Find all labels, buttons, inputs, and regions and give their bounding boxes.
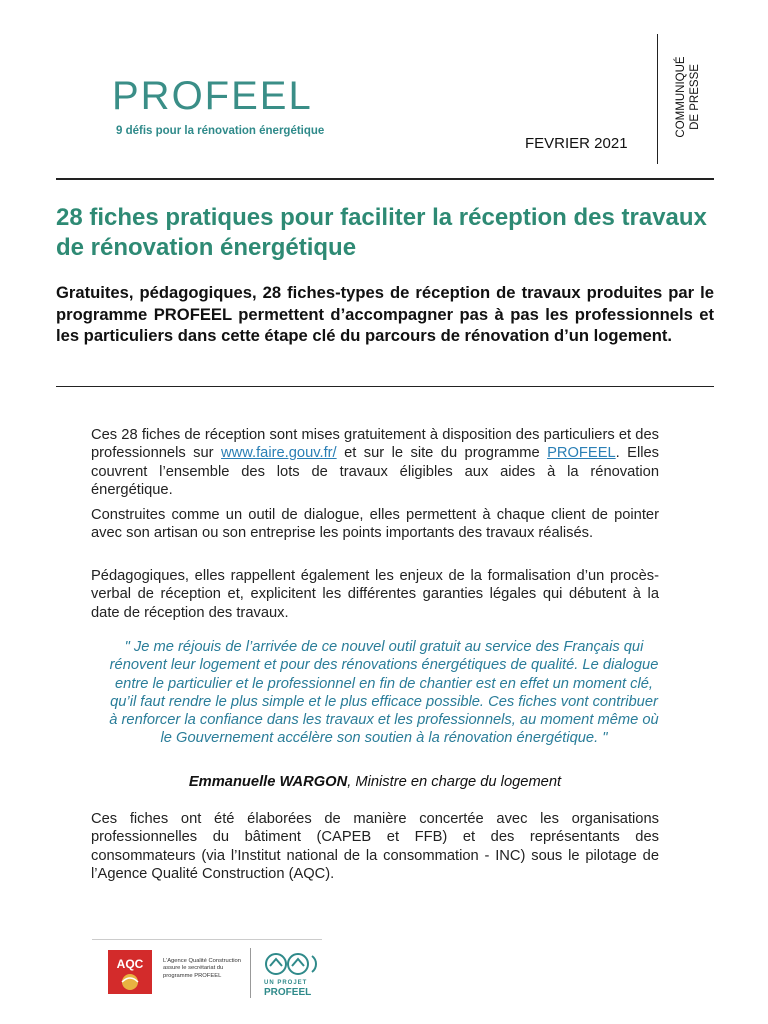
p1-text-middle: et sur le site du programme: [336, 445, 548, 462]
page-title: 28 fiches pratiques pour faciliter la réception des travaux de rénovation énergétique: [56, 204, 707, 261]
un-projet-label: UN PROJET: [264, 980, 308, 986]
quote-attribution: [91, 774, 659, 790]
body-paragraph-2: Construites comme un outil de dialogue, elles permettent à chaque client de pointer avec son artisan ou son entreprise les points importants des travaux réalisés.: [91, 507, 659, 542]
faire-gouv-link[interactable]: www.faire.gouv.fr/: [221, 445, 337, 462]
lead-paragraph: Gratuites, pédagogiques, 28 fiches-types de réception de travaux produites par le programme PROFEEL permettent d’accompagner pas à pas les professionnels et les particuliers dans cette étape clé du parcours de rénovation d’un logement.: [56, 283, 714, 345]
attribution-role: , Ministre en charge du logement: [347, 774, 562, 790]
profeel-link[interactable]: PROFEEL: [547, 445, 616, 462]
press-label-line2: DE PRESSE: [689, 64, 701, 130]
logo-tagline: 9 défis pour la rénovation énergétique: [116, 125, 325, 137]
aqc-logo: [108, 950, 152, 994]
p1-text-end: . Elles couvrent l’ensemble des lots de travaux éligibles aux aides à la rénovation énergétique.: [91, 445, 660, 498]
footer-rule: [92, 939, 322, 940]
body-paragraph-1: [91, 426, 659, 499]
profeel-footer-label: PROFEEL: [264, 987, 312, 998]
aqc-description: L’Agence Qualité Construction assure le secrétariat du programme PROFEEL: [163, 958, 241, 979]
release-date: FEVRIER 2021: [525, 135, 628, 152]
header-rule: [56, 178, 714, 180]
p1-text-start: Ces 28 fiches de réception sont mises gratuitement à disposition des particuliers et des professionnels sur: [91, 427, 659, 462]
footer-divider: [250, 948, 251, 998]
press-label-line1: COMMUNIQUÉ: [675, 56, 687, 138]
profeel-logo: [112, 72, 325, 142]
minister-quote: " Je me réjouis de l’arrivée de ce nouvel outil gratuit au service des Français qui rénovent leur logement et pour des rénovations énergétiques de qualité. Le dialogue entre le particulier et le professionnel en fin de chantier est en effet un moment clé, qu’il faut rendre le plus simple et le plus efficace possible. Ces fiches vont contribuer à renforcer la confiance dans les travaux et les professionnels, au moment même où le Gouvernement accélère son soutien à la rénovation énergétique. ": [109, 639, 659, 747]
attribution-name: Emmanuelle WARGON: [188, 774, 348, 790]
logo-wordmark: PROFEEL: [112, 74, 313, 118]
house-icon: [262, 950, 322, 978]
body-paragraph-4: Ces fiches ont été élaborées de manière concertée avec les organisations professionnelles du bâtiment (CAPEB et FFB) et des représentants des consommateurs (via l’Institut national de la consommation - INC) sous le pilotage de l’Agence Qualité Construction (AQC).: [91, 811, 659, 882]
body-paragraph-3: Pédagogiques, elles rappellent également les enjeux de la formalisation d’un procès-verbal de réception et, explicitent les différentes garanties légales qui débutent à la date de réception des travaux.: [91, 568, 659, 621]
aqc-logo-label: AQC: [116, 957, 144, 971]
un-projet-profeel-logo: [262, 950, 322, 1000]
header-divider: [657, 34, 658, 164]
section-rule: [56, 386, 714, 387]
press-release-label: [668, 42, 716, 152]
